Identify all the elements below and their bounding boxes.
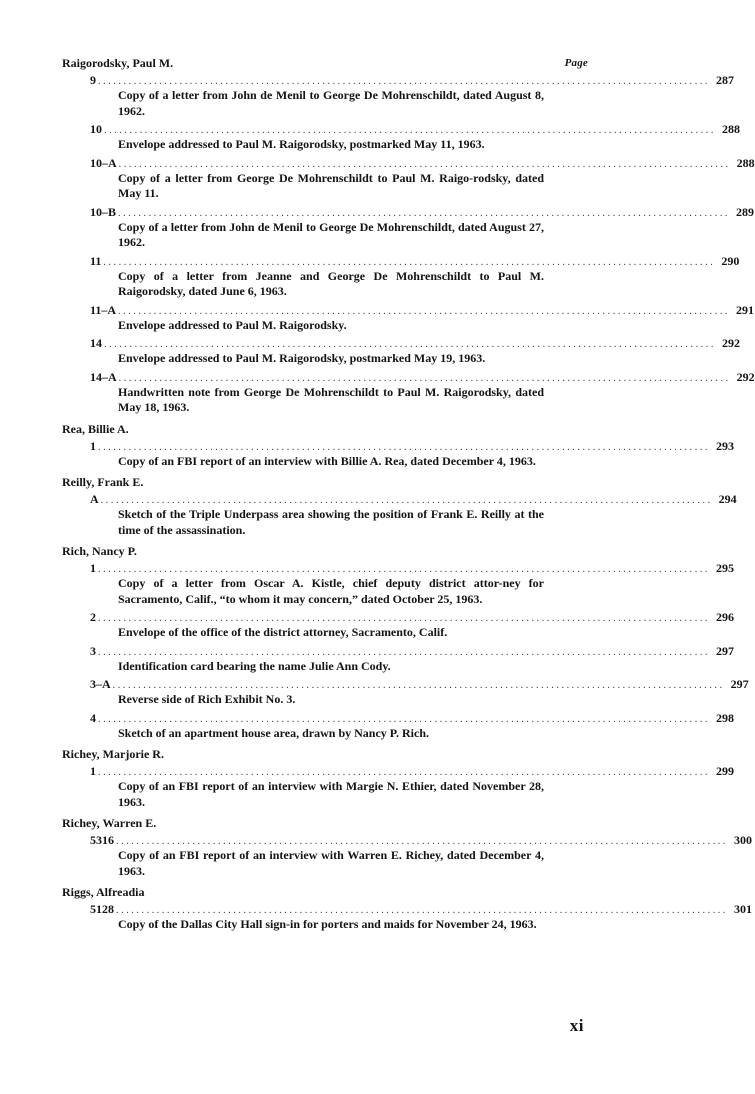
- witness-name: Raigorodsky, Paul M.: [62, 56, 174, 70]
- exhibit-line: [62, 643, 734, 659]
- dot-leader: ........................................................................................................................: [98, 613, 710, 624]
- exhibit-line: [62, 901, 752, 917]
- dot-leader: ........................................................................................................................: [112, 680, 725, 691]
- exhibit-item: [62, 763, 734, 810]
- exhibit-number: 1: [90, 764, 96, 778]
- exhibit-item: [62, 832, 752, 879]
- exhibit-description: Copy of the Dallas City Hall sign-in for porters and maids for November 24, 1963.: [118, 917, 537, 931]
- exhibit-number: 9: [90, 73, 96, 87]
- dot-leader: ........................................................................................................................: [98, 767, 710, 778]
- exhibit-item: [62, 560, 734, 607]
- exhibit-page-number: 301: [734, 902, 752, 916]
- exhibit-page-number: 295: [716, 561, 734, 575]
- exhibit-description: Copy of a letter from John de Menil to George De Mohrenschildt, dated August 8, 1962.: [118, 88, 544, 118]
- exhibit-item: [62, 72, 734, 119]
- exhibit-line: [62, 121, 740, 137]
- exhibit-number: 2: [90, 610, 96, 624]
- exhibit-description: Copy of a letter from Jeanne and George De Mohrenschildt to Paul M. Raigorodsky, dated June 6, 1963.: [118, 268, 544, 298]
- exhibit-item: [62, 643, 734, 675]
- exhibit-item: [62, 676, 749, 708]
- dot-leader: ........................................................................................................................: [104, 125, 716, 136]
- exhibit-item: [62, 438, 734, 470]
- exhibit-number: A: [90, 492, 99, 506]
- exhibit-page-number: 299: [716, 764, 734, 778]
- dot-leader: ........................................................................................................................: [98, 713, 710, 725]
- exhibit-line: [62, 72, 734, 88]
- exhibit-page-number: 300: [734, 833, 752, 847]
- exhibit-number: 11: [90, 253, 102, 268]
- dot-leader: ........................................................................................................................: [118, 372, 731, 384]
- exhibit-line: [62, 609, 734, 625]
- entries-list: [62, 55, 755, 933]
- exhibit-number: 10: [90, 122, 102, 136]
- exhibit-item: [62, 369, 755, 416]
- exhibit-number: 1: [90, 561, 96, 575]
- exhibit-line: [62, 335, 740, 351]
- exhibit-page-number: 296: [716, 610, 734, 624]
- exhibit-number: 11–A: [90, 302, 117, 317]
- dot-leader: ........................................................................................................................: [98, 564, 710, 575]
- witness-entry: [62, 815, 752, 879]
- exhibit-number: 14: [90, 336, 102, 350]
- exhibit-item: [62, 155, 755, 202]
- exhibit-description: Sketch of an apartment house area, drawn by Nancy P. Rich.: [118, 725, 430, 740]
- exhibit-description: Identification card bearing the name Julie Ann Cody.: [118, 658, 391, 673]
- page-folio: xi: [569, 1016, 584, 1035]
- witness-name: Richey, Warren E.: [62, 816, 157, 830]
- exhibit-page-number: 292: [722, 336, 740, 350]
- exhibit-description: Copy of a letter from Oscar A. Kistle, chief deputy district attor-ney for Sacramento, Calif., “to whom it may concern,” dated October 25, 1963.: [118, 576, 544, 606]
- witness-entry: [62, 474, 737, 538]
- exhibit-description: Reverse side of Rich Exhibit No. 3.: [118, 692, 296, 706]
- witness-name: Rich, Nancy P.: [62, 544, 137, 558]
- witness-name: Reilly, Frank E.: [62, 475, 144, 489]
- exhibit-description: Copy of an FBI report of an interview with Billie A. Rea, dated December 4, 1963.: [118, 453, 536, 468]
- exhibit-page-number: 297: [716, 643, 734, 658]
- dot-leader: ........................................................................................................................: [118, 158, 731, 170]
- exhibit-description: Handwritten note from George De Mohrenschildt to Paul M. Raigorodsky, dated May 18, 1963.: [118, 384, 544, 414]
- witness-entry: [62, 543, 749, 741]
- exhibit-item: [62, 302, 755, 334]
- exhibit-number: 1: [90, 438, 96, 453]
- exhibit-item: [62, 121, 740, 153]
- witness-entry: [62, 746, 734, 810]
- exhibit-item: [62, 204, 755, 251]
- page-column-label: Page: [564, 57, 588, 69]
- exhibit-line: [62, 832, 752, 848]
- dot-leader: ........................................................................................................................: [98, 441, 710, 453]
- exhibit-item: [62, 253, 740, 300]
- witness-name: Riggs, Alfreadia: [62, 885, 145, 899]
- exhibit-item: [62, 710, 734, 742]
- exhibit-description: Copy of an FBI report of an interview with Warren E. Richey, dated December 4, 1963.: [118, 848, 544, 878]
- exhibit-description: Envelope of the office of the district attorney, Sacramento, Calif.: [118, 625, 448, 639]
- exhibit-description: Envelope addressed to Paul M. Raigorodsky, postmarked May 19, 1963.: [118, 351, 486, 365]
- exhibit-index: [62, 55, 755, 935]
- dot-leader: ........................................................................................................................: [118, 207, 731, 219]
- exhibit-number: 10–B: [90, 204, 117, 219]
- exhibit-number: 10–A: [90, 155, 117, 170]
- exhibit-description: Copy of a letter from George De Mohrenschildt to Paul M. Raigo-rodsky, dated May 11.: [118, 170, 544, 200]
- exhibit-line: [62, 676, 749, 692]
- dot-leader: ........................................................................................................................: [103, 256, 716, 268]
- dot-leader: ........................................................................................................................: [100, 495, 713, 506]
- exhibit-number: 3: [90, 643, 96, 658]
- dot-leader: ........................................................................................................................: [98, 76, 710, 87]
- exhibit-line: [62, 560, 734, 576]
- exhibit-item: [62, 609, 734, 641]
- exhibit-description: Sketch of the Triple Underpass area showing the position of Frank E. Reilly at the time of the assassination.: [118, 507, 544, 537]
- dot-leader: ........................................................................................................................: [118, 305, 731, 317]
- exhibit-line: [62, 155, 755, 171]
- exhibit-page-number: 294: [718, 492, 737, 506]
- exhibit-page-number: 293: [716, 438, 734, 453]
- exhibit-line: [62, 204, 755, 220]
- exhibit-page-number: 297: [730, 677, 749, 691]
- witness-entry: [62, 884, 752, 933]
- exhibit-item: [62, 335, 740, 367]
- exhibit-page-number: 292: [736, 369, 755, 384]
- exhibit-number: 4: [90, 710, 96, 725]
- exhibit-number: 5316: [90, 833, 114, 847]
- exhibit-page-number: 288: [722, 122, 740, 136]
- exhibit-page-number: 288: [736, 155, 755, 170]
- exhibit-item: [62, 491, 737, 538]
- exhibit-description: Copy of a letter from John de Menil to George De Mohrenschildt, dated August 27, 1962.: [118, 219, 544, 249]
- dot-leader: ........................................................................................................................: [116, 836, 728, 847]
- exhibit-line: [62, 491, 737, 507]
- exhibit-line: [62, 438, 734, 454]
- exhibit-page-number: 287: [716, 73, 734, 87]
- exhibit-item: [62, 901, 752, 933]
- dot-leader: ........................................................................................................................: [116, 905, 728, 916]
- exhibit-number: 14–A: [90, 369, 117, 384]
- exhibit-line: [62, 710, 734, 726]
- witness-entry: [62, 55, 755, 416]
- exhibit-description: Envelope addressed to Paul M. Raigorodsky, postmarked May 11, 1963.: [118, 137, 485, 151]
- exhibit-line: [62, 369, 755, 385]
- witness-entry: [62, 421, 734, 470]
- exhibit-line: [62, 302, 755, 318]
- dot-leader: ........................................................................................................................: [98, 646, 710, 658]
- exhibit-number: 5128: [90, 902, 114, 916]
- exhibit-page-number: 289: [736, 204, 755, 219]
- exhibit-page-number: 298: [716, 710, 734, 725]
- dot-leader: ........................................................................................................................: [104, 339, 716, 350]
- exhibit-page-number: 291: [736, 302, 755, 317]
- exhibit-description: Envelope addressed to Paul M. Raigorodsky.: [118, 317, 347, 332]
- witness-name: Richey, Marjorie R.: [62, 747, 164, 761]
- exhibit-description: Copy of an FBI report of an interview with Margie N. Ethier, dated November 28, 1963.: [118, 779, 544, 809]
- exhibit-number: 3–A: [90, 677, 111, 691]
- exhibit-line: [62, 253, 740, 269]
- exhibit-line: [62, 763, 734, 779]
- witness-name: Rea, Billie A.: [62, 421, 129, 436]
- exhibit-page-number: 290: [721, 253, 740, 268]
